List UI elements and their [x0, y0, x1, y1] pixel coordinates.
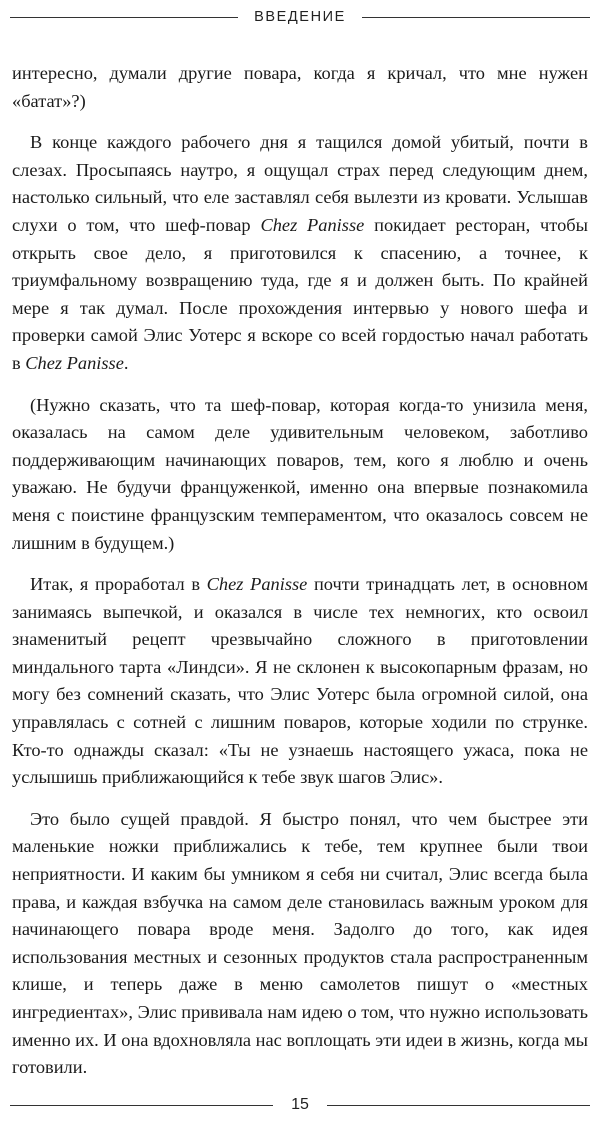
header-rule-right — [362, 17, 590, 18]
paragraph-continuation — [12, 60, 588, 115]
page-number: 15 — [291, 1096, 309, 1113]
body-text — [12, 60, 588, 1082]
paragraph — [12, 806, 588, 1082]
text-run: интересно, думали другие повара, когда я кричал, что мне нужен «батат»?) — [12, 63, 588, 111]
text-run: В конце каждого рабочего дня я тащился домой убитый, почти в слезах. Просыпаясь наутро, я ощущал страх перед следующим днем, настолько сильный, что еле заставлял себя вылезти из кровати. Услышав слухи о том, что шеф-повар — [12, 132, 588, 235]
footer-rule-right — [327, 1105, 590, 1106]
restaurant-name: Chez Panisse — [25, 352, 124, 373]
text-run: Это было сущей правдой. Я быстро понял, что чем быстрее эти маленькие ножки приближались к тебе, тем крупнее были твои неприятности. И каким бы умником я себя ни считал, Элис всегда была права, и каждая взбучка на самом деле становилась важным уроком для начинающего повара вроде меня. Задолго до того, как идея использования местных и сезонных продуктов стала распространенным клише, и теперь даже в меню самолетов пишут о «местных ингредиентах», Элис прививала нам идею о том, что нужно использовать именно их. И она вдохновляла нас воплощать эти идеи в жизнь, когда мы готовили. — [12, 808, 588, 1078]
text-run: покидает ресторан, чтобы открыть свое дело, я приготовился к спасению, а точнее, к триумфальному возвращению туда, где я и должен быть. По крайней мере я так думал. После прохождения интервью у нового шефа и проверки самой Элис Уотерс я вскоре со всей гордостью начал работать в — [12, 214, 589, 373]
paragraph — [12, 571, 588, 792]
header-rule-left — [10, 17, 238, 18]
restaurant-name: Chez Panisse — [260, 214, 365, 235]
paragraph — [12, 129, 588, 377]
text-run: (Нужно сказать, что та шеф-повар, которая когда-то унизила меня, оказалась на самом деле удивительным человеком, заботливо поддерживающим начинающих поваров, тем, кого я люблю и очень уважаю. Не будучи француженкой, именно она впервые познакомила меня с поистине французским темпераментом, что оказалось совсем не лишним в будущем.) — [12, 394, 588, 553]
running-head-title: ВВЕДЕНИЕ — [254, 9, 346, 25]
restaurant-name: Chez Panisse — [206, 574, 308, 595]
text-run: Итак, я проработал в — [30, 574, 207, 595]
footer-rule-left — [10, 1105, 273, 1106]
page-footer — [10, 1093, 590, 1117]
text-run: почти тринадцать лет, в основном занимаясь выпечкой, и оказался в числе тех немногих, кто освоил знаменитый рецепт чрезвычайно сложного в приготовлении миндального тарта «Линдси». Я не склонен к высокопарным фразам, но могу без сомнений сказать, что Элис Уотерс была огромной силой, она управлялась с сотней с лишним поваров, которые ходили по струнке. Кто-то однажды сказал: «Ты не узнаешь настоящего ужаса, пока не услышишь приближающийся к тебе звук шагов Элис». — [12, 574, 589, 788]
paragraph — [12, 392, 588, 558]
text-run: . — [123, 352, 129, 373]
running-header — [10, 6, 590, 28]
